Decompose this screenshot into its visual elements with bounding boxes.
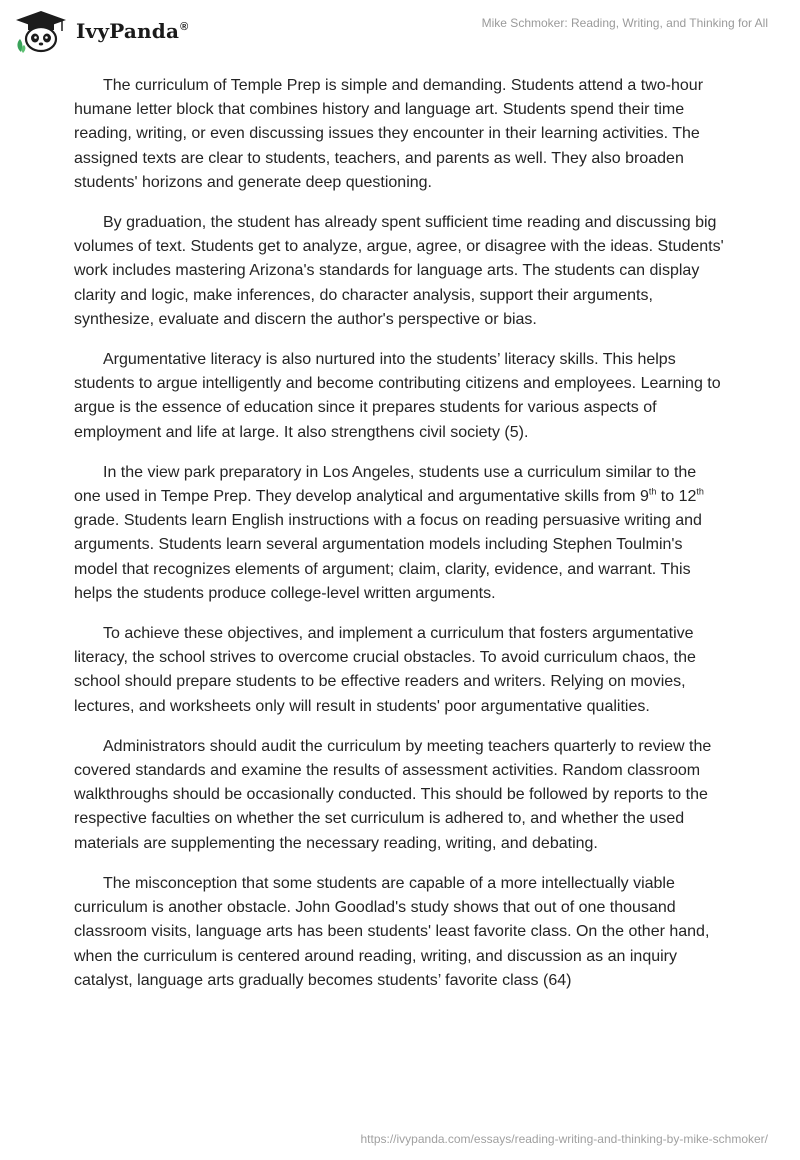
panda-graduation-cap-icon: [14, 9, 68, 53]
paragraph: To achieve these objectives, and implement a curriculum that fosters argumentative literacy, the school strives to overcome crucial obstacles. To avoid curriculum chaos, the school should prepare students to be effective readers and writers. Relying on movies, lectures, and worksheets only will result in students' poor argumentative qualities.: [74, 625, 696, 715]
paragraph-text: In the view park preparatory in Los Angeles, students use a curriculum similar to the one used in Tempe Prep. They develop analytical and argumentative skills from 9: [74, 463, 697, 506]
paragraph: Administrators should audit the curriculum by meeting teachers quarterly to review the covered standards and examine the results of assessment activities. Random classroom walkthroughs should be occasionally conducted. This should be followed by reports to the respective faculties on whether the set curriculum is adhered to, and whether the used materials are supplementing the necessary reading, writing, and debating.: [74, 737, 712, 852]
paragraph-text: grade. Students learn English instructions with a focus on reading persuasive writing and arguments. Students learn several argumentation models including Stephen Toulmin's model that recognizes elements of argument; claim, clarity, evidence, and warrant. This helps the students produce college-level written arguments.: [74, 512, 702, 602]
paragraph-text: to 12: [656, 488, 697, 506]
essay-body: [74, 74, 726, 1009]
paragraph: By graduation, the student has already spent sufficient time reading and discussing big volumes of text. Students get to analyze, argue, agree, or disagree with the ideas. Students' work includes mastering Arizona's standards for language arts. The students can display clarity and logic, make inferences, do character analysis, support their arguments, synthesize, evaluate and discern the author's perspective or bias.: [74, 214, 724, 328]
page-header: [0, 0, 800, 60]
ordinal-suffix: th: [648, 486, 657, 497]
paragraph: The curriculum of Temple Prep is simple and demanding. Students attend a two-hour humane letter block that combines history and language art. Students spend their time reading, writing, or even discussing issues they encounter in their learning activities. The assigned texts are clear to students, teachers, and parents as well. They also broaden students' horizons and generate deep questioning.: [74, 77, 704, 191]
document-title: Mike Schmoker: Reading, Writing, and Thinking for All: [481, 16, 768, 30]
source-url[interactable]: https://ivypanda.com/essays/reading-writing-and-thinking-by-mike-schmoker/: [360, 1132, 768, 1146]
ivypanda-logo[interactable]: [14, 8, 188, 54]
registered-mark: ®: [180, 21, 189, 34]
paragraph: [74, 461, 726, 606]
brand-name: IvyPanda®: [76, 19, 189, 43]
paragraph: Argumentative literacy is also nurtured into the students’ literacy skills. This helps students to argue intelligently and become contributing citizens and employees. Learning to argue is the essence of education since it prepares students for various aspects of employment and life at large. It also strengthens civil society (5).: [74, 351, 721, 441]
paragraph: The misconception that some students are capable of a more intellectually viable curriculum is another obstacle. John Goodlad's study shows that out of one thousand classroom visits, language arts has been students' least favorite class. On the other hand, when the curriculum is centered around reading, writing, and discussion as an inquiry catalyst, language arts gradually becomes students’ favorite class (64): [74, 874, 710, 989]
ordinal-suffix: th: [696, 486, 704, 497]
